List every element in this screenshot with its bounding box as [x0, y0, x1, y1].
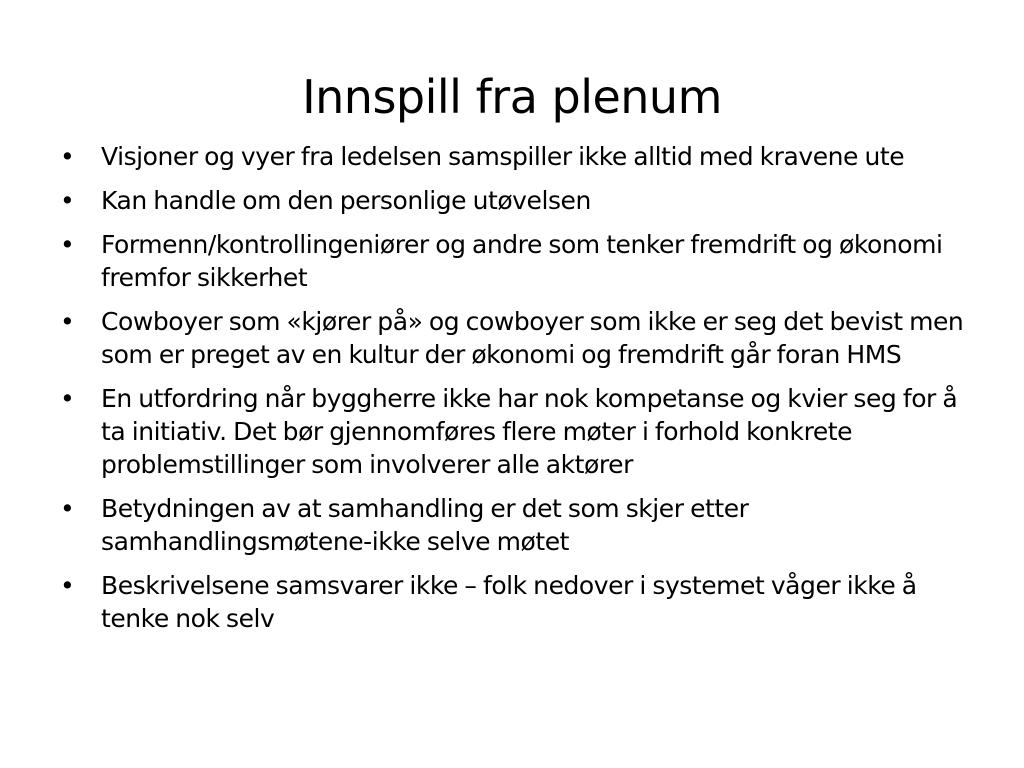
bullet-item: [56, 140, 976, 173]
bullet-text: Cowboyer som «kjører på» og cowboyer som ikke er seg det bevist men som er preget av en kultur der økonomi og fremdrift går foran HMS: [101, 307, 964, 369]
bullet-text: Visjoner og vyer fra ledelsen samspiller ikke alltid med kravene ute: [101, 142, 905, 171]
bullet-icon: •: [60, 307, 75, 336]
bullet-icon: •: [60, 230, 75, 259]
bullet-item: [56, 569, 976, 635]
bullet-icon: •: [60, 186, 75, 215]
slide-title: Innspill fra plenum: [302, 70, 722, 124]
bullet-item: [56, 305, 976, 371]
bullet-text: Beskrivelsene samsvarer ikke – folk nedover i systemet våger ikke å tenke nok selv: [101, 571, 917, 633]
bullet-item: [56, 382, 976, 481]
bullet-icon: •: [60, 384, 75, 413]
bullet-text: En utfordring når byggherre ikke har nok kompetanse og kvier seg for å ta initiativ. Det bør gjennomføres flere møter i forhold konkrete problemstillinger som involverer alle aktører: [101, 384, 958, 479]
bullet-text: Kan handle om den personlige utøvelsen: [101, 186, 591, 215]
bullet-list: [56, 140, 976, 646]
bullet-icon: •: [60, 571, 75, 600]
bullet-item: [56, 492, 976, 558]
bullet-item: [56, 228, 976, 294]
bullet-item: [56, 184, 976, 217]
bullet-text: Betydningen av at samhandling er det som skjer etter samhandlingsmøtene-ikke selve møtet: [101, 494, 749, 556]
bullet-text: Formenn/kontrollingeniører og andre som tenker fremdrift og økonomi fremfor sikkerhet: [101, 230, 943, 292]
bullet-icon: •: [60, 142, 75, 171]
bullet-icon: •: [60, 494, 75, 523]
